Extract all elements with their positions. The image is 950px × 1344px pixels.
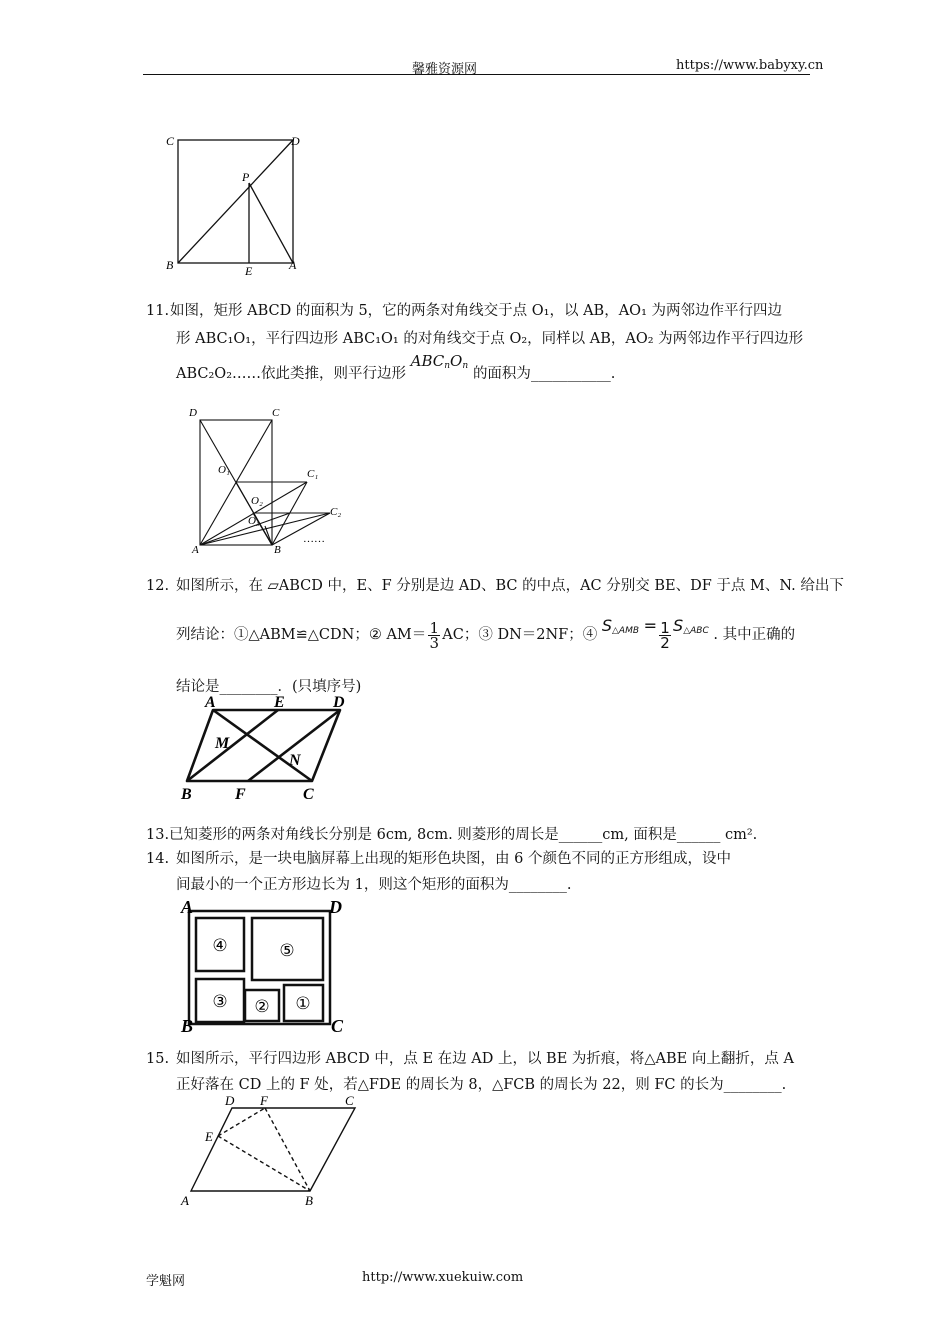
fig14-label-d: D	[329, 897, 342, 917]
fig12-label-f: F	[235, 786, 246, 803]
q12-line3: 结论是________．(只填序号)	[176, 679, 362, 695]
q12-frac2-den: 2	[660, 633, 670, 652]
fig14-square-3: ③	[212, 992, 228, 1011]
fig12-label-m: M	[215, 735, 230, 752]
q15-line1: 如图所示，平行四边形 ABCD 中，点 E 在边 AD 上，以 BE 为折痕，将△ABE 向上翻折，点 A	[176, 1051, 794, 1067]
fig11-label-c2: C₂	[330, 506, 342, 518]
fig15-label-f: F	[260, 1093, 268, 1108]
fig10-label-c: C	[166, 134, 175, 148]
q12-line2-a: 列结论：①△ABM≌△CDN；② AM＝	[176, 627, 427, 643]
fig14-label-a: A	[181, 897, 194, 917]
fig11-label-o2: O₂	[251, 495, 263, 507]
q11-formula-o: O	[450, 352, 463, 370]
q12-frac1-den: 3	[429, 633, 440, 652]
q11-formula-abc: ABC	[410, 352, 445, 370]
fig10-label-a: A	[289, 258, 297, 272]
fig12-label-e: E	[274, 694, 285, 711]
fig10-label-p: P	[242, 170, 250, 184]
fig11-label-o3: O₃	[248, 515, 260, 527]
fig11-label-a: A	[192, 544, 199, 556]
fig11-label-b: B	[274, 544, 281, 556]
q11-blank: ___________.	[530, 366, 616, 382]
fig14-label-c: C	[331, 1016, 344, 1035]
q14-line1: 如图所示，是一块电脑屏幕上出现的矩形色块图，由 6 个颜色不同的正方形组成，设中	[176, 851, 731, 867]
header-rule	[143, 74, 810, 75]
fig15-label-d: D	[225, 1093, 235, 1108]
fig12-label-d: D	[333, 694, 345, 711]
q12-formula	[601, 616, 714, 652]
footer-left: 学魁网	[146, 1274, 186, 1289]
q12-s1-sub: △AMB	[612, 626, 640, 636]
q12-s2: S	[673, 616, 684, 635]
fig10-label-d: D	[291, 134, 300, 148]
q11-formula-sub2: n	[462, 361, 469, 371]
header-site: 馨雅资源网	[412, 62, 478, 77]
q12-s1: S	[601, 616, 612, 635]
figure-q10	[160, 130, 310, 280]
fig14-square-4: ④	[212, 936, 228, 955]
q12-fraction-2	[659, 618, 671, 652]
q11-line3	[176, 352, 616, 389]
q11-line3-tail: 的面积为	[472, 366, 531, 382]
q15-line2: 正好落在 CD 上的 F 处，若△FDE 的周长为 8，△FCB 的周长为 22，则 FC 的长为________.	[176, 1077, 787, 1093]
header-url[interactable]: https://www.babyxy.cn	[676, 58, 824, 73]
footer-url[interactable]: http://www.xuekuiw.com	[362, 1270, 524, 1285]
fig12-label-n: N	[289, 752, 301, 769]
q11-line1: 如图，矩形 ABCD 的面积为 5，它的两条对角线交于点 O₁，以 AB，AO₁ 为两邻边作平行四边	[170, 303, 782, 319]
q12-frac2-num: 1	[660, 618, 670, 637]
fig11-label-c: C	[272, 407, 280, 419]
q12-frac1-num: 1	[429, 618, 440, 637]
fig11-label-o1: O₁	[218, 464, 230, 476]
q13-text: 13.已知菱形的两条对角线长分别是 6cm, 8cm. 则菱形的周长是______cm, 面积是______ cm².	[146, 827, 758, 843]
q11-formula-sub1: n	[444, 361, 451, 371]
q14-line2: 间最小的一个正方形边长为 1，则这个矩形的面积为________.	[176, 877, 572, 893]
q11-formula	[411, 352, 473, 370]
q11-line2: 形 ABC₁O₁，平行四边形 ABC₁O₁ 的对角线交于点 O₂，同样以 AB，AO₂ 为两邻边作平行四边形	[176, 331, 804, 347]
fig10-label-b: B	[166, 258, 174, 272]
q11-number: 11.	[146, 303, 170, 319]
q12-line1: 如图所示，在 ▱ABCD 中，E、F 分别是边 AD、BC 的中点，AC 分别交 BE、DF 于点 M、N. 给出下	[176, 578, 844, 594]
fig14-square-1: ①	[295, 994, 311, 1013]
q12-line2	[176, 614, 795, 659]
fig14-label-b: B	[181, 1016, 194, 1035]
fig15-label-e: E	[205, 1129, 213, 1144]
fig15-label-c: C	[345, 1093, 354, 1108]
fig15-label-b: B	[305, 1193, 313, 1208]
figure-q15	[175, 1092, 370, 1212]
q12-line2-c: . 其中正确的	[713, 627, 796, 643]
q12-line2-b: AC；③ DN＝2NF；④	[442, 627, 598, 643]
q12-s2-sub: △ABC	[683, 626, 709, 636]
figure-q12	[175, 693, 360, 805]
fig11-label-d: D	[189, 407, 197, 419]
fig12-label-c: C	[303, 786, 314, 803]
fig14-square-2: ②	[254, 997, 270, 1016]
q12-eq: =	[643, 616, 658, 635]
fig10-label-e: E	[245, 264, 253, 278]
fig14-square-5: ⑤	[279, 941, 295, 960]
q14-number: 14.	[146, 851, 170, 867]
fig15-label-a: A	[181, 1193, 189, 1208]
fig11-label-dots: ……	[303, 533, 325, 545]
figure-q11	[185, 400, 360, 560]
q15-number: 15.	[146, 1051, 170, 1067]
q12-number: 12.	[146, 578, 170, 594]
fig11-label-c1: C₁	[307, 468, 319, 480]
figure-q14	[175, 895, 350, 1035]
q11-line3-text: ABC₂O₂……依此类推，则平行边形	[176, 366, 407, 382]
q12-fraction-1	[428, 618, 440, 652]
fig12-label-b: B	[181, 786, 192, 803]
fig12-label-a: A	[205, 694, 216, 711]
